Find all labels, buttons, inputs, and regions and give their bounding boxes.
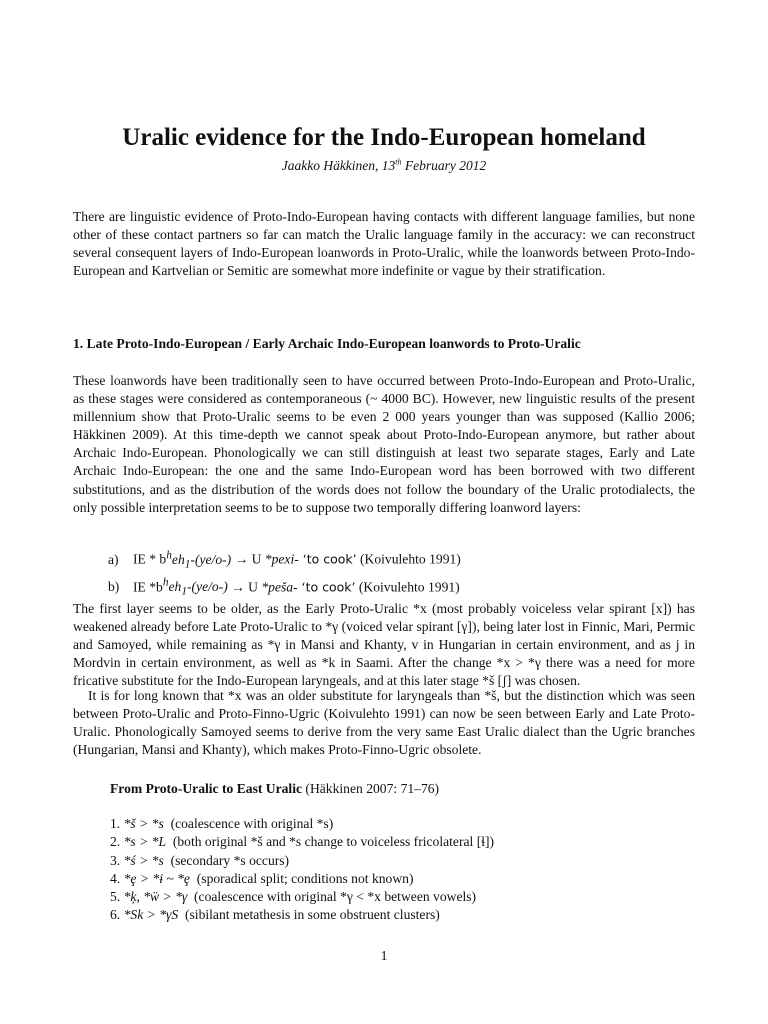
ie-form-prefix: IE *b [133, 579, 163, 595]
section-1-paragraph-2: The first layer seems to be older, as the Early Proto-Uralic *x (most probably voiceless velar spirant [x]) has weakened already before Late Proto-Uralic to *γ (voiced velar spirant [γ]), being later lost in Finnic, Mari, Permic and Samoyed, while remaining as *γ in Mansi and Khanty, v in Hungarian in certain environment, and as j in Mordvin in certain environment, as well as *k in Saami. After the change *x > *γ there was a need for more fricative substitute for the Indo-European laryngeals, and at this later stage *š [ʃ] was chosen. [73, 601, 695, 689]
change-note: (coalescence with original *γ < *x between vowels) [194, 889, 477, 905]
uralic-form: *peša- [261, 579, 298, 595]
change-note: (both original *š and *s change to voiceless fricolateral [ɬ]) [172, 834, 495, 850]
subheading-reference: (Häkkinen 2007: 71–76) [302, 781, 440, 796]
author-date-rest: February 2012 [401, 158, 487, 173]
change-number: 6. [110, 907, 121, 923]
change-number: 5. [110, 889, 121, 905]
section-1-paragraph-1: These loanwords have been traditionally seen to have occurred between Proto-Indo-European and Proto-Uralic, as these stages were considered as contemporaneous (~ 4000 BC). However, new linguistic results of the present millennium show that Proto-Uralic seems to be even 2 000 years younger than was supposed (Kallio 2006; Häkkinen 2009). At this time-depth we cannot speak about Proto-Indo-European anymore, but rather about Archaic Indo-European. Phonologically we can still distinguish at least two separate stages, Early and Late Archaic Indo-European: the one and the same Indo-European word has been borrowed with two different substitutions, and as the distribution of the words does not follow the boundary of the Uralic protodialects, the only possible interpretation seems to be to suppose two temporally differing loanword layers: [73, 373, 695, 515]
ie-form-subscript: 1 [181, 586, 188, 598]
example-label: b) [108, 579, 120, 595]
document-title: Uralic evidence for the Indo-European homeland [122, 124, 646, 151]
change-rule: *s > *L [123, 834, 167, 850]
change-rule: *ś > *s [123, 852, 164, 868]
date-ordinal-suffix: th [395, 157, 402, 167]
sound-change-item [110, 852, 494, 870]
author-name-date: Jaakko Häkkinen, 13 [281, 158, 396, 173]
citation: (Koivulehto 1991) [356, 551, 461, 567]
example-label: a) [108, 551, 119, 567]
subheading-title: From Proto-Uralic to East Uralic [110, 781, 303, 796]
gloss: ‘to cook’ [298, 551, 357, 567]
change-rule: *ķ, *ẅ > *γ [123, 889, 188, 905]
change-note: (coalescence with original *s) [170, 816, 334, 831]
ie-form-stem: eh [168, 579, 182, 595]
ie-form-suffix: -(ye/o-) [190, 551, 232, 567]
borrowing-arrow: → U [227, 579, 262, 595]
ie-form-suffix: -(ye/o-) [187, 579, 228, 595]
example-item [108, 546, 461, 574]
change-rule: *š > *s [123, 816, 164, 831]
author-line [0, 157, 768, 175]
change-number: 1. [110, 816, 121, 831]
example-item [108, 574, 461, 602]
sound-change-item [110, 815, 494, 833]
sound-change-item [110, 906, 494, 924]
change-number: 2. [110, 834, 121, 850]
section-1-heading: 1. Late Proto-Indo-European / Early Archaic Indo-European loanwords to Proto-Uralic [73, 336, 581, 351]
section-1-paragraph-3: It is for long known that *x was an older substitute for laryngeals than *š, but the distinction which was seen between Proto-Uralic and Proto-Finno-Ugric (Koivulehto 1991) can now be seen between Early and Late Proto-Uralic. Phonologically Samoyed seems to derive from the very same East Uralic dialect than the Ugric branches (Hungarian, Mansi and Khanty), which makes Proto-Finno-Ugric obsolete. [73, 688, 695, 758]
change-number: 3. [110, 852, 121, 868]
citation: (Koivulehto 1991) [355, 579, 460, 595]
change-note: (secondary *s occurs) [170, 852, 290, 868]
ie-form-subscript: 1 [184, 558, 191, 571]
ie-form-superscript: h [166, 549, 172, 561]
ie-form-prefix: IE * b [133, 551, 167, 567]
loanword-examples [108, 546, 461, 602]
uralic-form: *pexi- [264, 551, 299, 567]
change-rule: *ȩ > *ɨ ~ *ȩ [123, 870, 190, 886]
ie-form-superscript: h [162, 576, 169, 589]
sound-changes-list [110, 815, 494, 925]
page-number: 1 [380, 948, 388, 963]
change-note: (sporadical split; conditions not known) [196, 870, 414, 886]
sound-change-item [110, 833, 494, 851]
sound-change-item [110, 870, 494, 888]
borrowing-arrow: → U [231, 551, 265, 567]
ie-form-stem: eh [171, 551, 185, 567]
change-number: 4. [110, 870, 121, 886]
intro-paragraph: There are linguistic evidence of Proto-Indo-European having contacts with different language families, but none other of these contact partners so far can match the Uralic language family in the accuracy: we can reconstruct several consequent layers of Indo-European loanwords in Proto-Uralic, while the loanwords between Proto-Indo-European and Kartvelian or Semitic are somewhat more indefinite or vague by their stratification. [73, 209, 695, 279]
sound-change-item [110, 888, 494, 906]
sound-changes-subheading [110, 780, 439, 798]
change-note: (sibilant metathesis in some obstruent clusters) [184, 907, 440, 923]
gloss: ‘to cook’ [297, 579, 356, 595]
change-rule: *Sk > *γS [123, 907, 179, 923]
